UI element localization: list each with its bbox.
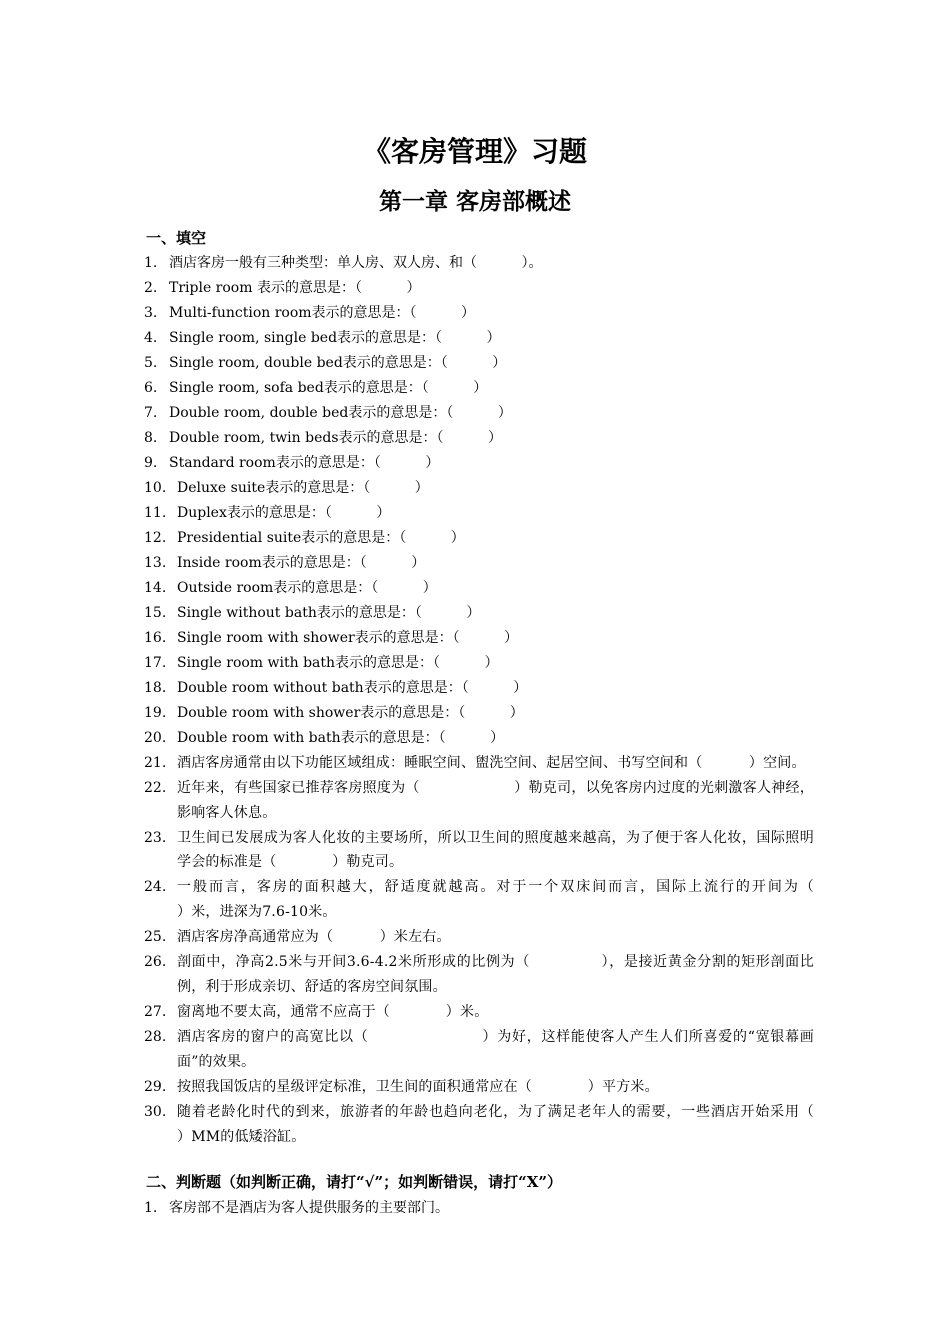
chapter-title: 第一章 客房部概述 xyxy=(378,188,571,215)
question-item xyxy=(144,701,814,726)
question-number: 18. xyxy=(144,679,167,696)
question-item xyxy=(144,1025,814,1075)
question-number: 4. xyxy=(144,330,158,347)
question-text: 一般而言，客房的面积越大，舒适度就越高。对于一个双床间而言，国际上流行的开间为（ ）米，进深为7.6-10米。 xyxy=(177,879,889,921)
question-number: 14. xyxy=(144,579,167,596)
question-number: 19. xyxy=(144,704,167,721)
question-text: Double room with bath表示的意思是：（ ） xyxy=(177,729,505,746)
question-item xyxy=(144,551,814,576)
question-text: 酒店客房一般有三种类型：单人房、双人房、和（ ）。 xyxy=(169,255,543,272)
question-item xyxy=(144,776,814,826)
question-item xyxy=(144,301,814,326)
question-item xyxy=(144,276,814,301)
question-item xyxy=(144,875,889,925)
question-number: 2. xyxy=(144,280,158,297)
question-item xyxy=(144,401,814,426)
question-item xyxy=(144,326,814,351)
question-text: 酒店客房净高通常应为（ ）米左右。 xyxy=(177,929,451,946)
question-number: 1. xyxy=(144,255,158,272)
question-item xyxy=(144,426,814,451)
question-text: Outside room表示的意思是：（ ） xyxy=(177,579,437,596)
question-item xyxy=(144,601,814,626)
question-number: 26. xyxy=(144,954,167,971)
question-text: Single room with shower表示的意思是：（ ） xyxy=(177,629,519,646)
question-text: Duplex表示的意思是：（ ） xyxy=(177,505,391,522)
document-title: 《客房管理》习题 xyxy=(362,135,587,168)
question-text: 卫生间已发展成为客人化妆的主要场所，所以卫生间的照度越来越高，为了便于客人化妆，国际照明学会的标准是（ ）勒克司。 xyxy=(177,829,814,871)
question-text: 随着老龄化时代的到来，旅游者的年龄也趋向老化，为了满足老年人的需要，一些酒店开始采用（ ）MM的低矮浴缸。 xyxy=(177,1103,917,1145)
question-item xyxy=(144,476,814,501)
question-text: 按照我国饭店的星级评定标准，卫生间的面积通常应在（ ）平方米。 xyxy=(177,1078,659,1095)
question-number: 17. xyxy=(144,654,167,671)
question-number: 11. xyxy=(144,505,167,522)
section-heading-fill-in: 一、填空 xyxy=(146,229,207,247)
question-text: 窗离地不要太高，通常不应高于（ ）米。 xyxy=(177,1003,489,1020)
question-text: Multi-function room表示的意思是：（ ） xyxy=(169,305,476,322)
question-text: 客房部不是酒店为客人提供服务的主要部门。 xyxy=(169,1200,449,1216)
question-number: 30. xyxy=(144,1103,167,1120)
question-number: 7. xyxy=(144,405,158,422)
question-text: Single room, double bed表示的意思是：（ ） xyxy=(169,355,507,372)
question-item xyxy=(144,651,814,676)
question-number: 12. xyxy=(144,530,167,547)
question-text: Double room without bath表示的意思是：（ ） xyxy=(177,679,528,696)
question-number: 20. xyxy=(144,729,167,746)
question-item xyxy=(144,1100,917,1150)
question-item xyxy=(144,950,814,1000)
question-item xyxy=(144,351,814,376)
question-text: Double room, twin beds表示的意思是：（ ） xyxy=(169,430,503,447)
question-number: 21. xyxy=(144,754,167,771)
question-item xyxy=(144,626,814,651)
question-number: 5. xyxy=(144,355,158,372)
question-number: 10. xyxy=(144,480,167,497)
question-item xyxy=(144,526,814,551)
judge-question-item xyxy=(144,1196,449,1221)
question-number: 22. xyxy=(144,779,167,796)
question-text: Single room, sofa bed表示的意思是：（ ） xyxy=(169,380,488,397)
question-item xyxy=(144,1000,814,1025)
question-item xyxy=(144,676,814,701)
question-text: Standard room表示的意思是：（ ） xyxy=(169,455,440,472)
question-item xyxy=(144,751,814,776)
question-text: Deluxe suite表示的意思是：（ ） xyxy=(177,480,429,497)
question-item xyxy=(144,376,814,401)
question-text: 近年来，有些国家已推荐客房照度为（ ）勒克司，以免客房内过度的光刺激客人神经，影响客人休息。 xyxy=(177,779,814,821)
question-text: 剖面中，净高2.5米与开间3.6-4.2米所形成的比例为（ ），是接近黄金分割的矩形剖面比例，利于形成亲切、舒适的客房空间氛围。 xyxy=(177,954,814,995)
question-number: 29. xyxy=(144,1078,167,1095)
question-text: Double room with shower表示的意思是：（ ） xyxy=(177,704,524,721)
question-number: 28. xyxy=(144,1028,167,1045)
question-text: Triple room 表示的意思是：（ ） xyxy=(169,280,421,297)
question-item xyxy=(144,726,814,751)
question-number: 25. xyxy=(144,929,167,946)
question-number: 1. xyxy=(144,1200,158,1216)
question-item xyxy=(144,925,814,950)
question-number: 15. xyxy=(144,604,167,621)
question-text: 酒店客房的窗户的高宽比以（ ）为好，这样能使客人产生人们所喜爱的“宽银幕画面”的效果。 xyxy=(177,1028,814,1070)
question-number: 6. xyxy=(144,380,158,397)
question-item xyxy=(144,1075,814,1100)
question-number: 8. xyxy=(144,430,158,447)
question-item xyxy=(144,251,814,276)
question-text: Double room, double bed表示的意思是：（ ） xyxy=(169,405,512,422)
question-number: 24. xyxy=(144,879,167,896)
question-number: 3. xyxy=(144,305,158,322)
question-item xyxy=(144,825,814,875)
question-text: 酒店客房通常由以下功能区域组成：睡眠空间、盥洗空间、起居空间、书写空间和（ ）空间。 xyxy=(177,754,806,771)
section-heading-true-false: 二、判断题（如判断正确，请打“√”；如判断错误，请打“X”） xyxy=(146,1173,563,1191)
question-item xyxy=(144,501,814,526)
question-item xyxy=(144,451,814,476)
fill-in-question-list xyxy=(144,251,917,1149)
question-number: 16. xyxy=(144,629,167,646)
question-text: Presidential suite表示的意思是：（ ） xyxy=(177,530,465,547)
question-text: Single room, single bed表示的意思是：（ ） xyxy=(169,330,501,347)
question-number: 13. xyxy=(144,555,167,571)
question-item xyxy=(144,576,814,601)
question-number: 27. xyxy=(144,1003,167,1020)
question-text: Single without bath表示的意思是：（ ） xyxy=(177,604,481,621)
question-number: 9. xyxy=(144,455,158,472)
question-number: 23. xyxy=(144,829,167,846)
question-text: Single room with bath表示的意思是：（ ） xyxy=(177,654,499,671)
question-text: Inside room表示的意思是：（ ） xyxy=(177,555,426,571)
